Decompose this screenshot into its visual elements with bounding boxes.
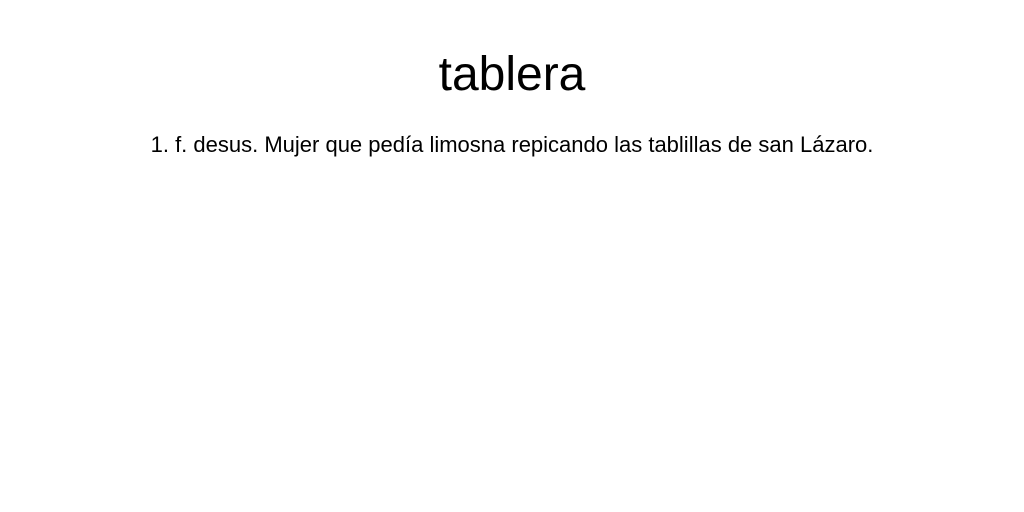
definition-text: 1. f. desus. Mujer que pedía limosna repicando las tablillas de san Lázaro. [150,132,874,157]
headword-title: tablera [438,48,586,101]
